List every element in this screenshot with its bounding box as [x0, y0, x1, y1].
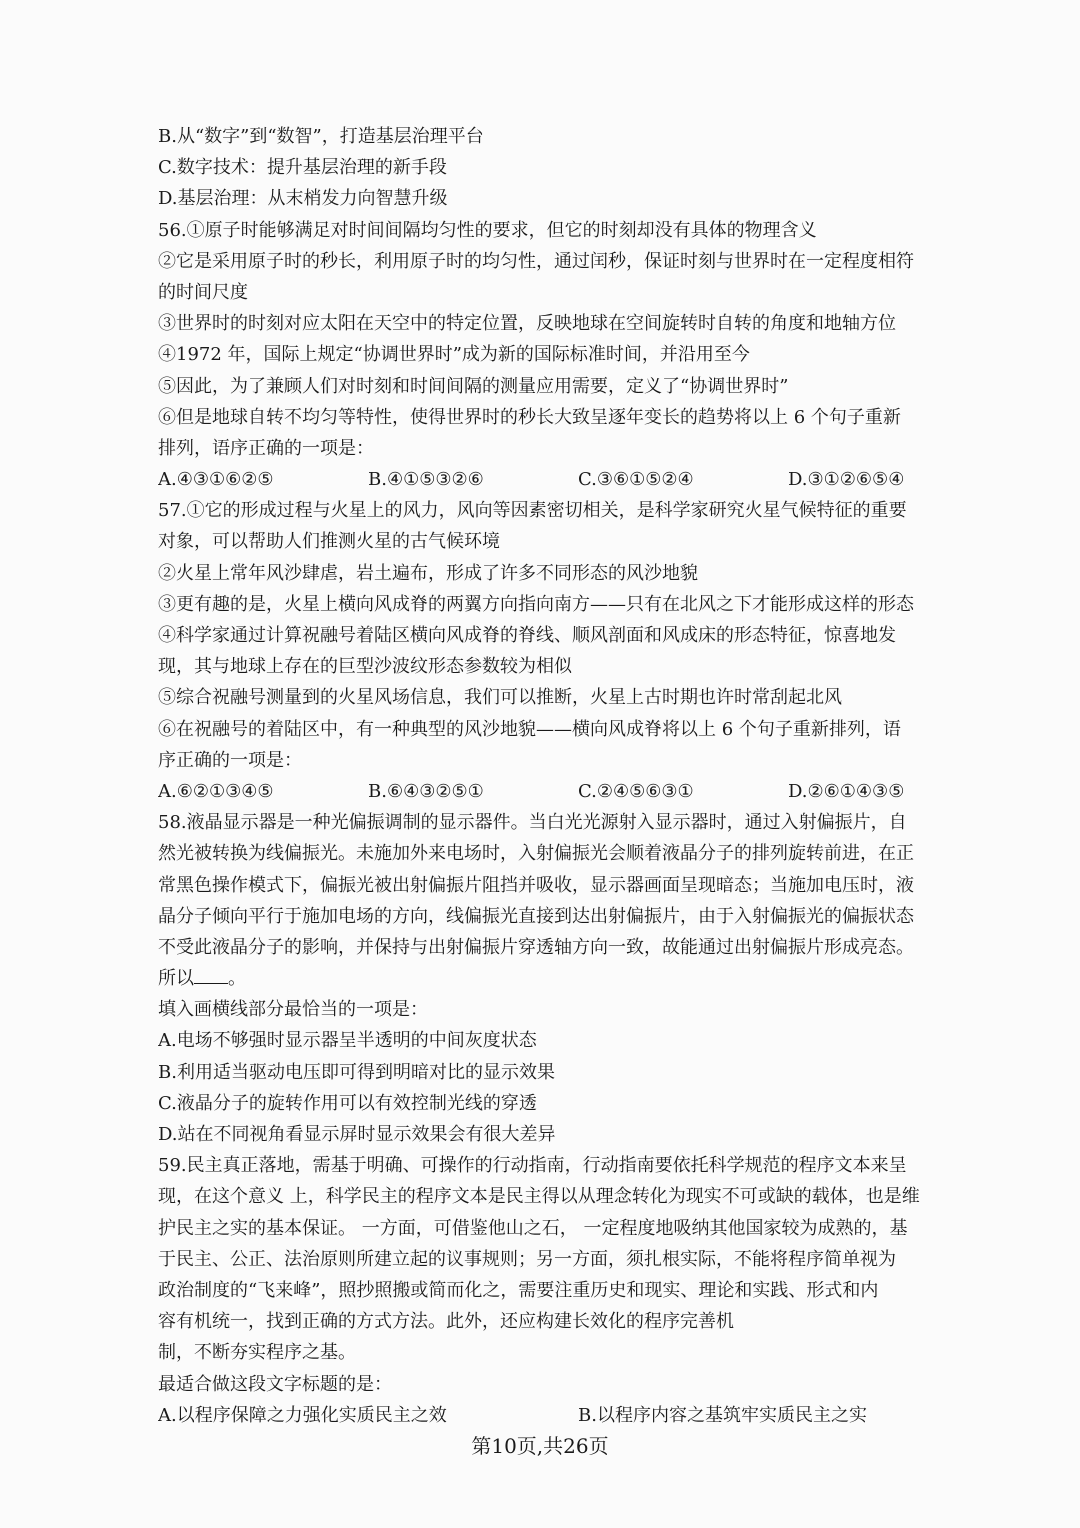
q57-sentence-1: 57.①它的形成过程与火星上的风力，风向等因素密切相关，是科学家研究火星气候特征的重要: [158, 500, 907, 522]
q58-option-b: B.利用适当驱动电压即可得到明暗对比的显示效果: [158, 1061, 555, 1083]
q56-option-b: B.④①⑤③②⑥: [368, 469, 484, 491]
q58-paragraph-line-5: 不受此液晶分子的影响，并保持与出射偏振片穿透轴方向一致，故能通过出射偏振片形成亮态。: [158, 936, 914, 958]
q57-options: [158, 776, 998, 807]
q59-paragraph-line-3: 护民主之实的基本保证。 一方面，可借鉴他山之石， 一定程度地吸纳其他国家较为成熟的，基: [158, 1217, 908, 1239]
q56-option-c: C.③⑥①⑤②④: [578, 469, 694, 491]
q55-option-d: D.基层治理：从末梢发力向智慧升级: [158, 188, 448, 210]
q56-sentence-2: ②它是采用原子时的秒长，利用原子时的均匀性，通过闰秒，保证时刻与世界时在一定程度相符: [158, 250, 914, 272]
q57-sentence-4: ④科学家通过计算祝融号着陆区横向风成脊的脊线、顺风剖面和风成床的形态特征，惊喜地发: [158, 625, 896, 646]
q59-paragraph-line-2: 现，在这个意义 上，科学民主的程序文本是民主得以从理念转化为现实不可或缺的载体，也是维: [158, 1186, 920, 1208]
q55-option-c: C.数字技术：提升基层治理的新手段: [158, 157, 447, 179]
q56-option-a: A.④③①⑥②⑤: [158, 469, 274, 491]
q56-options: [158, 464, 998, 495]
page-number: 第10页,共26页: [471, 1434, 609, 1458]
q57-option-c: C.②④⑤⑥③①: [578, 780, 694, 802]
q56-sentence-3: ③世界时的时刻对应太阳在天空中的特定位置，反映地球在空间旋转时自转的角度和地轴方位: [158, 313, 896, 335]
q57-sentence-2: ②火星上常年风沙肆虐，岩土遍布，形成了许多不同形态的风沙地貌: [158, 562, 698, 584]
q56-prompt: 排列，语序正确的一项是：: [158, 437, 374, 459]
q58-option-c: C.液晶分子的旋转作用可以有效控制光线的穿透: [158, 1092, 537, 1114]
q56-sentence-5: ⑤因此，为了兼顾人们对时刻和时间间隔的测量应用需要，定义了“协调世界时”: [158, 375, 789, 397]
q58-blank-prefix: 所以: [158, 968, 194, 990]
q59-prompt: 最适合做这段文字标题的是：: [158, 1373, 392, 1395]
q58-paragraph-line-1: 58.液晶显示器是一种光偏振调制的显示器件。当白光光源射入显示器时，通过入射偏振片，自: [158, 812, 907, 834]
q57-option-b: B.⑥④③②⑤①: [368, 780, 484, 802]
q58-option-d: D.站在不同视角看显示屏时显示效果会有很大差异: [158, 1124, 556, 1145]
q58-paragraph-line-4: 晶分子倾向平行于施加电场的方向，线偏振光直接到达出射偏振片，由于入射偏振光的偏振状态: [158, 905, 914, 927]
q55-option-b: B.从“数字”到“数智”，打造基层治理平台: [158, 126, 484, 147]
q57-option-a: A.⑥②①③④⑤: [158, 780, 274, 802]
q59-option-b: B.以程序内容之基筑牢实质民主之实: [578, 1404, 867, 1426]
q57-sentence-4-cont: 现，其与地球上存在的巨型沙波纹形态参数较为相似: [158, 656, 572, 678]
q58-paragraph-line-2: 然光被转换为线偏振光。未施加外来电场时，入射偏振光会顺着液晶分子的排列旋转前进，在正: [158, 843, 914, 865]
q59-paragraph-line-4: 于民主、公正、法治原则所建立起的议事规则；另一方面，须扎根实际，不能将程序简单视为: [158, 1248, 896, 1270]
q56-sentence-2-cont: 的时间尺度: [158, 281, 248, 303]
q57-sentence-3: ③更有趣的是，火星上横向风成脊的两翼方向指向南方——只有在北风之下才能形成这样的形态: [158, 593, 914, 615]
q57-sentence-6: ⑥在祝融号的着陆区中，有一种典型的风沙地貌——横向风成脊将以上 6 个句子重新排列，语: [158, 718, 901, 740]
q57-sentence-1-cont: 对象，可以帮助人们推测火星的古气候环境: [158, 531, 500, 553]
q59-paragraph-line-6: 容有机统一，找到正确的方式方法。此外，还应构建长效化的程序完善机: [158, 1311, 734, 1333]
q57-option-d: D.②⑥①④③⑤: [788, 780, 905, 802]
q56-option-d: D.③①②⑥⑤④: [788, 469, 905, 491]
q59-paragraph-line-7: 制，不断夯实程序之基。: [158, 1342, 356, 1364]
q59-paragraph-line-1: 59.民主真正落地，需基于明确、可操作的行动指南，行动指南要依托科学规范的程序文本来呈: [158, 1155, 907, 1177]
q57-prompt: 序正确的一项是：: [158, 749, 302, 771]
q58-paragraph-line-3: 常黑色操作模式下，偏振光被出射偏振片阻挡并吸收，显示器画面呈现暗态；当施加电压时，液: [158, 874, 914, 896]
q59-paragraph-line-5: 政治制度的“飞来峰”，照抄照搬或简而化之，需要注重历史和现实、理论和实践、形式和内: [158, 1279, 879, 1301]
q57-sentence-5: ⑤综合祝融号测量到的火星风场信息，我们可以推断，火星上古时期也许时常刮起北风: [158, 687, 842, 709]
q58-blank-suffix: 。: [228, 968, 246, 990]
q58-option-a: A.电场不够强时显示器呈半透明的中间灰度状态: [158, 1030, 537, 1052]
q56-sentence-4: ④1972 年，国际上规定“协调世界时”成为新的国际标准时间，并沿用至今: [158, 344, 750, 366]
q56-sentence-1: 56.①原子时能够满足对时间间隔均匀性的要求，但它的时刻却没有具体的物理含义: [158, 219, 817, 241]
fill-in-blank: [194, 965, 228, 984]
q56-sentence-6: ⑥但是地球自转不均匀等特性，使得世界时的秒长大致呈逐年变长的趋势将以上 6 个句子重新: [158, 406, 901, 428]
q58-prompt: 填入画横线部分最恰当的一项是：: [158, 999, 428, 1021]
q59-option-a: A.以程序保障之力强化实质民主之效: [158, 1404, 447, 1426]
q58-paragraph-line-6: [158, 963, 998, 994]
page-content: [158, 121, 998, 1431]
q59-options: [158, 1400, 998, 1431]
